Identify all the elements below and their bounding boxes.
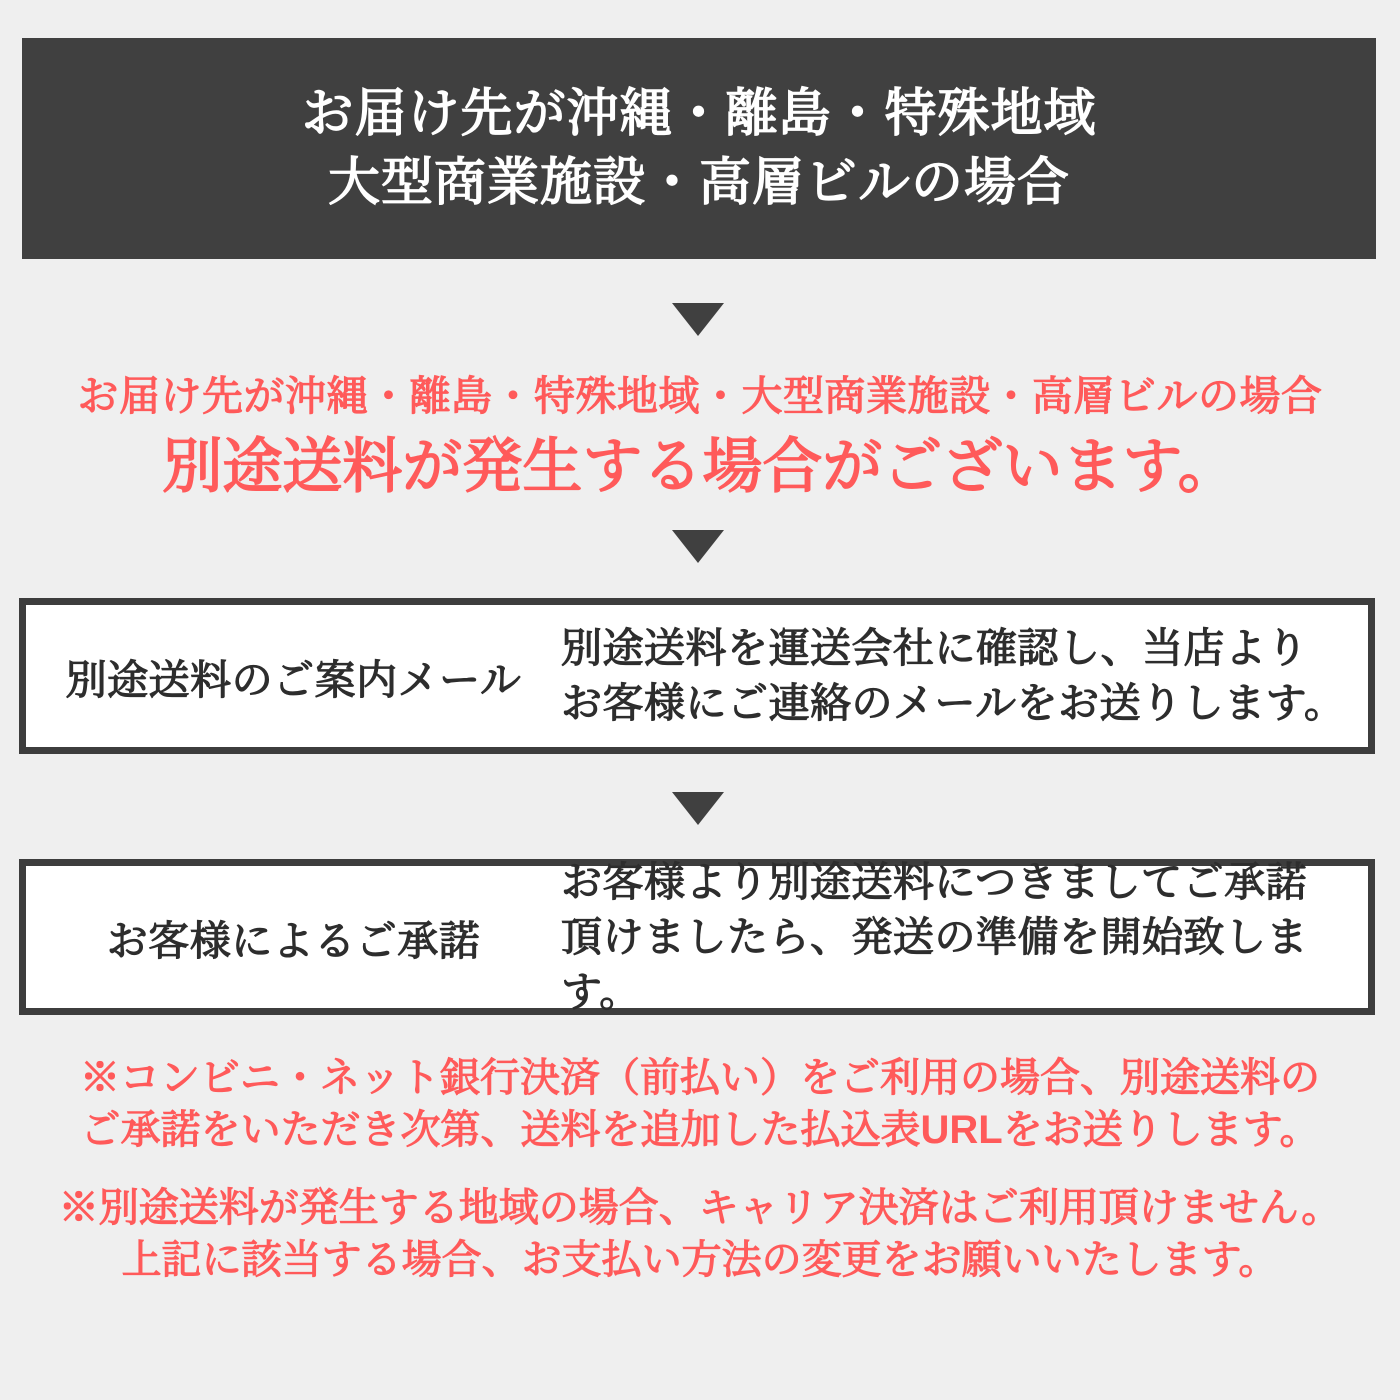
step-description [561,621,1368,731]
alert-heading-sub: お届け先が沖縄・離島・特殊地域・大型商業施設・高層ビルの場合 [77,373,1323,419]
note-line1: ※別途送料が発生する地域の場合、キャリア決済はご利用頂けません。 [58,1186,1342,1230]
step-label: お客様によるご承諾 [106,917,481,964]
header-line1: お届け先が沖縄・離島・特殊地域 [301,84,1097,143]
note-carrier-payment [0,1182,1400,1286]
header-banner [22,38,1376,259]
step-box-customer-approval [19,859,1375,1015]
step-description-line2: 頂けましたら、発送の準備を開始致します。 [561,913,1308,1015]
down-arrow-icon [672,792,724,825]
step-description-line2: お客様にご連絡のメールをお送りします。 [561,680,1346,726]
step-description [561,855,1368,1020]
note-prepayment [0,1052,1400,1156]
note-line2: ご承諾をいただき次第、送料を追加した払込表URLをお送りします。 [80,1108,1320,1152]
step-box-shipping-fee-mail [19,598,1375,754]
note-line2: 上記に該当する場合、お支払い方法の変更をお願いいたします。 [121,1238,1279,1282]
down-arrow-icon [672,303,724,336]
alert-heading-main: 別途送料が発生する場合がございます。 [162,433,1238,500]
step-description-line1: 別途送料を運送会社に確認し、当店より [561,625,1308,671]
down-arrow-icon [672,530,724,563]
header-line2: 大型商業施設・高層ビルの場合 [327,153,1070,212]
note-line1: ※コンビニ・ネット銀行決済（前払い）をご利用の場合、別途送料の [80,1056,1320,1100]
step-description-line1: お客様より別途送料につきましてご承諾 [561,858,1308,905]
step-label: 別途送料のご案内メール [65,656,522,703]
